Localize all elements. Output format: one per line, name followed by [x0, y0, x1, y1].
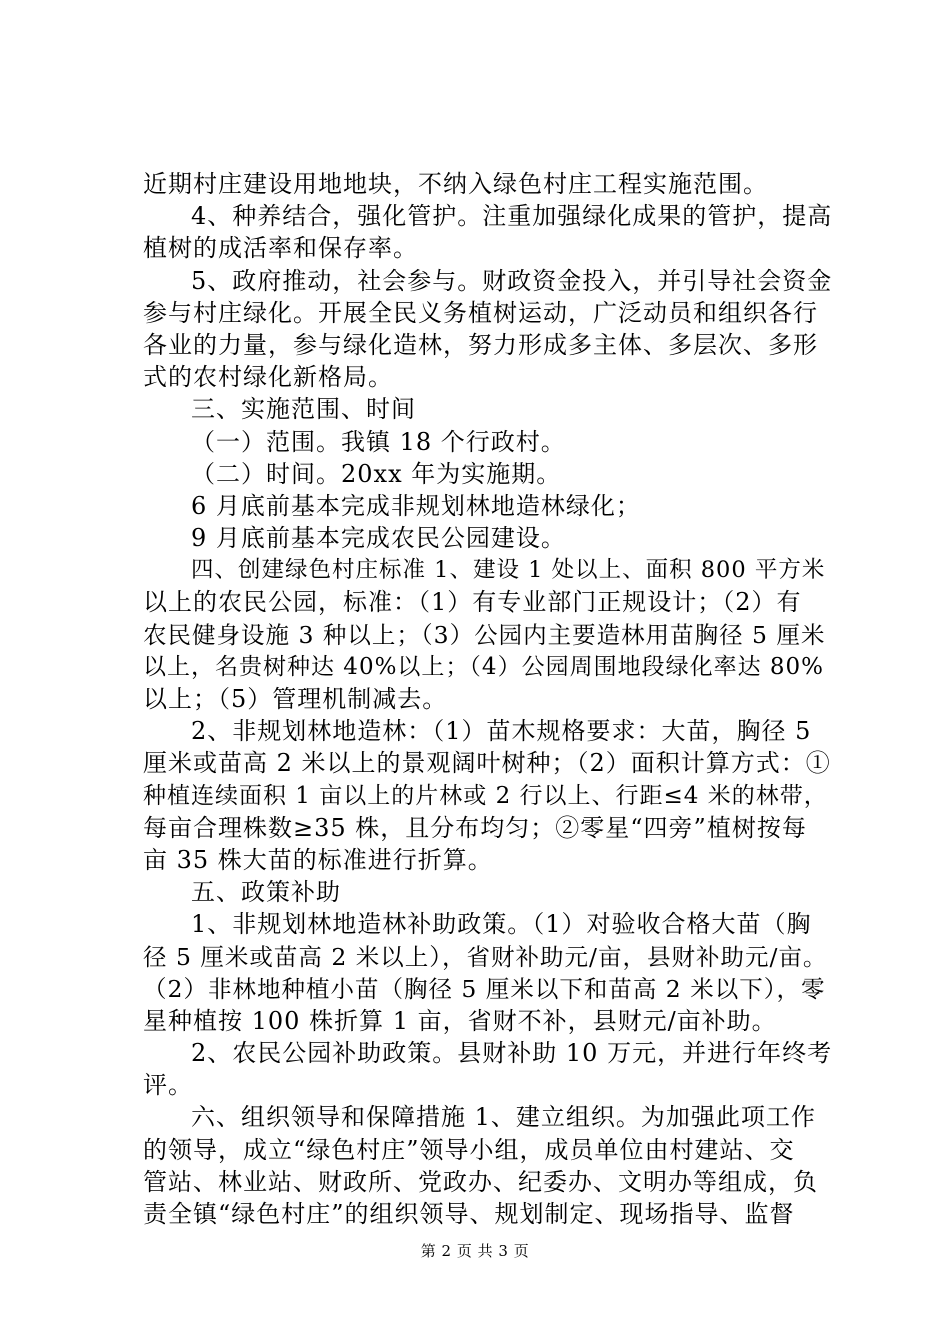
text-line: 式的农村绿化新格局。	[143, 363, 393, 392]
text-line: 每亩合理株数≥35 株，且分布均匀；②零星“四旁”植树按每	[143, 813, 807, 842]
text-line: 评。	[143, 1071, 193, 1100]
text-line: （二）时间。20xx 年为实施期。	[191, 459, 562, 488]
text-line: 植树的成活率和保存率。	[143, 234, 418, 263]
text-line: 种植连续面积 1 亩以上的片林或 2 行以上、行距≤4 米的林带，	[143, 782, 828, 809]
page-number-indicator: 第 2 页 共 3 页	[420, 1242, 530, 1260]
text-line: 五、政策补助	[191, 878, 341, 907]
text-line: 9 月底前基本完成农民公园建设。	[191, 524, 566, 553]
text-line: 星种植按 100 株折算 1 亩，省财不补，县财元/亩补助。	[143, 1006, 777, 1035]
document-body	[143, 168, 833, 1230]
text-line: 2、非规划林地造林：（1）苗木规格要求：大苗，胸径 5	[191, 717, 812, 746]
text-line: 六、组织领导和保障措施 1、建立组织。为加强此项工作	[191, 1103, 816, 1132]
text-line: 四、创建绿色村庄标准 1、建设 1 处以上、面积 800 平方米	[191, 557, 826, 584]
page-footer	[0, 1241, 950, 1261]
text-line: 6 月底前基本完成非规划林地造林绿化；	[191, 491, 641, 520]
text-line: 以上的农民公园，标准：（1）有专业部门正规设计；（2）有	[143, 588, 802, 617]
text-line: 责全镇“绿色村庄”的组织领导、规划制定、现场指导、监督	[143, 1200, 795, 1228]
text-line: 农民健身设施 3 种以上；（3）公园内主要造林用苗胸径 5 厘米	[143, 620, 826, 649]
text-line: 三、实施范围、时间	[191, 395, 416, 424]
text-line: 2、农民公园补助政策。县财补助 10 万元，并进行年终考	[191, 1039, 833, 1068]
text-line: 管站、林业站、财政所、党政办、纪委办、文明办等组成，负	[143, 1167, 818, 1196]
text-line: （2）非林地种植小苗（胸径 5 厘米以下和苗高 2 米以下），零	[143, 974, 826, 1003]
text-line: 4、种养结合，强化管护。注重加强绿化成果的管护，提高	[191, 202, 833, 231]
text-line: 径 5 厘米或苗高 2 米以上），省财补助元/亩，县财补助元/亩。	[143, 942, 828, 971]
text-line: 5、政府推动，社会参与。财政资金投入，并引导社会资金	[191, 266, 833, 295]
text-line: 以上，名贵树种达 40%以上；（4）公园周围地段绿化率达 80%	[143, 653, 824, 680]
text-line: 亩 35 株大苗的标准进行折算。	[143, 845, 493, 874]
text-line: 近期村庄建设用地地块，不纳入绿色村庄工程实施范围。	[143, 170, 768, 198]
text-line: 各业的力量，参与绿化造林，努力形成多主体、多层次、多形	[143, 330, 818, 359]
text-line: 的领导，成立“绿色村庄”领导小组，成员单位由村建站、交	[143, 1135, 795, 1164]
text-line: 厘米或苗高 2 米以上的景观阔叶树种；（2）面积计算方式：①	[143, 749, 831, 778]
text-line: 参与村庄绿化。开展全民义务植树运动，广泛动员和组织各行	[143, 298, 818, 327]
text-line: （一）范围。我镇 18 个行政村。	[191, 427, 566, 456]
text-line: 1、非规划林地造林补助政策。（1）对验收合格大苗（胸	[191, 910, 812, 939]
text-line: 以上；（5）管理机制减去。	[143, 685, 448, 713]
